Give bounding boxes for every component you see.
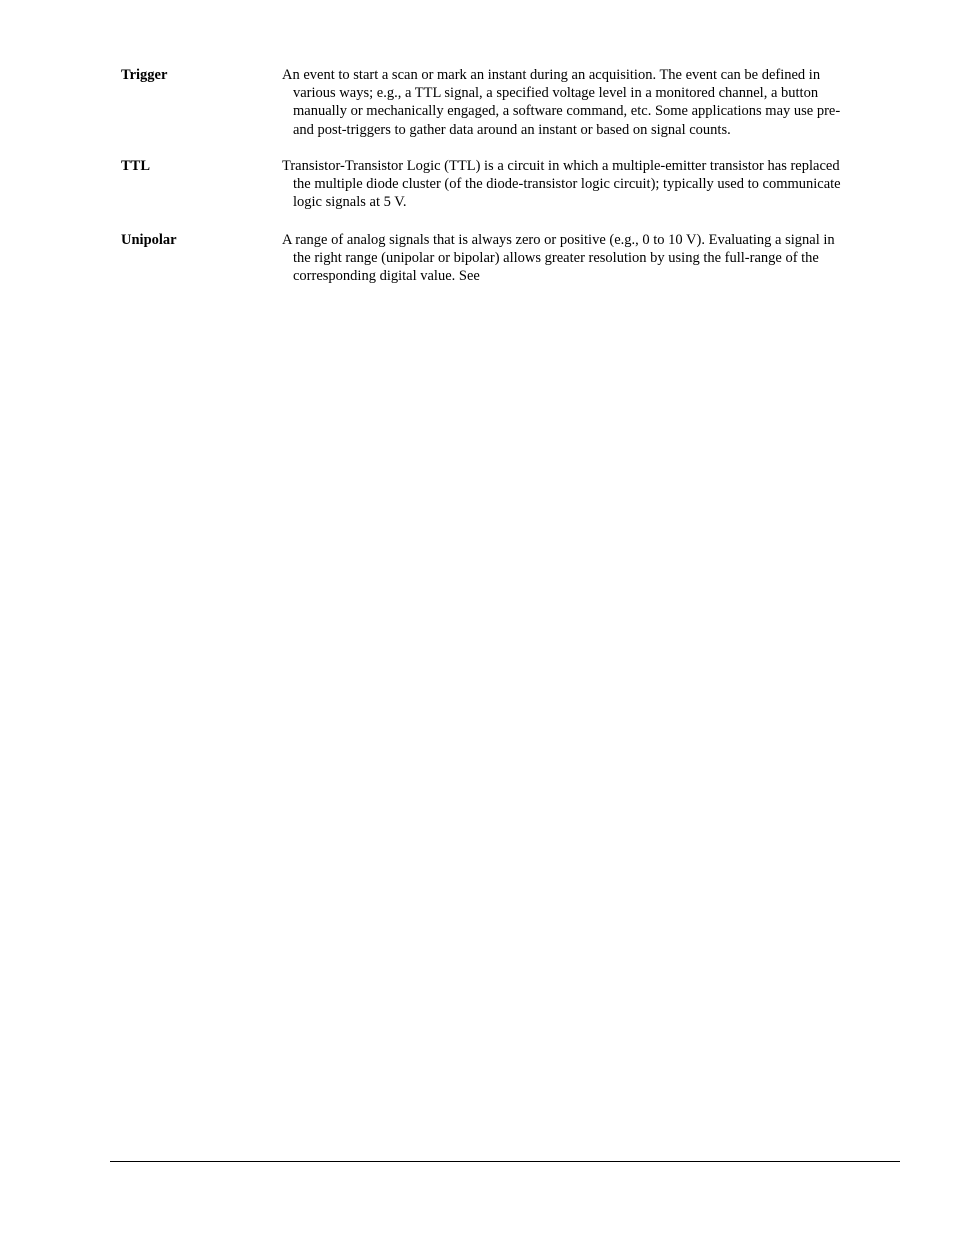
definition-line: corresponding digital value. See <box>293 268 480 285</box>
definition-line: various ways; e.g., a TTL signal, a specified voltage level in a monitored channel, a button <box>293 85 819 102</box>
glossary-definition <box>282 231 835 286</box>
glossary-term: Unipolar <box>121 232 177 248</box>
definition-line: An event to start a scan or mark an instant during an acquisition. The event can be defined in <box>282 67 821 83</box>
definition-line: Transistor-Transistor Logic (TTL) is a circuit in which a multiple-emitter transistor has replaced <box>282 158 840 174</box>
glossary-term: TTL <box>121 158 151 174</box>
definition-line: manually or mechanically engaged, a software command, etc. Some applications may use pre- <box>293 103 841 120</box>
definition-line: logic signals at 5 V. <box>293 194 407 211</box>
definition-line: the multiple diode cluster (of the diode-transistor logic circuit); typically used to communicate <box>293 176 841 193</box>
glossary-term: Trigger <box>121 67 168 83</box>
glossary-definition <box>282 157 841 212</box>
definition-line: A range of analog signals that is always zero or positive (e.g., 0 to 10 V). Evaluating a signal in <box>282 232 835 248</box>
definition-line: the right range (unipolar or bipolar) allows greater resolution by using the full-range of the <box>293 250 819 267</box>
definition-line: and post-triggers to gather data around an instant or based on signal counts. <box>293 121 731 138</box>
footer-divider <box>110 1161 900 1162</box>
glossary-definition <box>282 66 840 139</box>
